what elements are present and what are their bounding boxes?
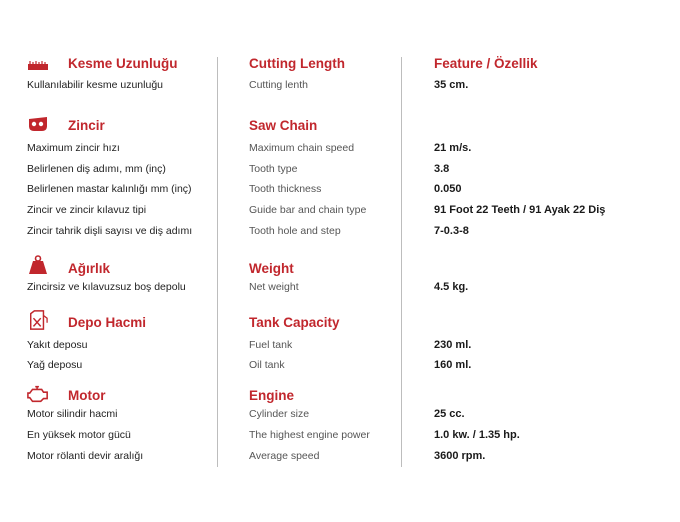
row-value: 230 ml. [434, 339, 472, 351]
row-value: 3600 rpm. [434, 450, 486, 462]
row-label-en: Oil tank [249, 359, 285, 371]
section-title-weight-en: Weight [249, 261, 294, 276]
row-label-tr: Kullanılabilir kesme uzunluğu [27, 79, 163, 91]
section-title-tank-capacity-tr: Depo Hacmi [68, 315, 147, 330]
row-label-en: Tooth type [249, 163, 298, 175]
row-value: 3.8 [434, 163, 450, 175]
row-label-tr: Yağ deposu [27, 359, 83, 371]
row-label-tr: Belirlenen diş adımı, mm (inç) [27, 163, 166, 175]
row-value: 25 cc. [434, 408, 465, 420]
row-label-tr: Zincirsiz ve kılavuzsuz boş depolu [27, 281, 186, 293]
row-label-en: Cylinder size [249, 408, 310, 420]
feature-header: Feature / Özellik [434, 56, 538, 71]
chain-icon [27, 114, 49, 134]
row-value: 1.0 kw. / 1.35 hp. [434, 429, 520, 441]
section-title-engine-tr: Motor [68, 388, 106, 403]
section-title-tank-capacity-en: Tank Capacity [249, 315, 340, 330]
engine-icon [27, 384, 49, 404]
row-value: 4.5 kg. [434, 281, 469, 293]
row-label-en: Fuel tank [249, 339, 293, 351]
section-title-weight-tr: Ağırlık [68, 261, 111, 276]
row-label-tr: Maximum zincir hızı [27, 142, 120, 154]
row-value: 35 cm. [434, 79, 469, 91]
ruler-icon [27, 56, 49, 76]
row-label-en: Maximum chain speed [249, 142, 355, 154]
row-label-tr: Yakıt deposu [27, 339, 88, 351]
row-value: 160 ml. [434, 359, 472, 371]
row-value: 7-0.3-8 [434, 225, 469, 237]
column-divider-left [217, 57, 218, 467]
row-label-tr: Motor rölanti devir aralığı [27, 450, 144, 462]
fuel-can-icon [27, 310, 49, 330]
section-title-saw-chain-tr: Zincir [68, 118, 105, 133]
row-label-tr: Zincir tahrik dişli sayısı ve diş adımı [27, 225, 193, 237]
row-label-tr: Belirlenen mastar kalınlığı mm (inç) [27, 183, 192, 195]
row-value: 21 m/s. [434, 142, 472, 154]
row-value: 0.050 [434, 183, 462, 195]
row-label-tr: Zincir ve zincir kılavuz tipi [27, 204, 147, 216]
section-title-cutting-length-tr: Kesme Uzunluğu [68, 56, 178, 71]
weight-icon [27, 255, 49, 275]
row-label-en: Cutting lenth [249, 79, 308, 91]
section-title-saw-chain-en: Saw Chain [249, 118, 318, 133]
column-divider-right [401, 57, 402, 467]
row-label-en: Guide bar and chain type [249, 204, 367, 216]
row-label-en: The highest engine power [249, 429, 370, 441]
section-title-engine-en: Engine [249, 388, 295, 403]
row-label-en: Tooth thickness [249, 183, 322, 195]
row-label-en: Tooth hole and step [249, 225, 341, 237]
row-label-tr: En yüksek motor gücü [27, 429, 131, 441]
row-value: 91 Foot 22 Teeth / 91 Ayak 22 Diş [434, 204, 606, 216]
row-label-tr: Motor silindir hacmi [27, 408, 118, 420]
row-label-en: Average speed [249, 450, 320, 462]
section-title-cutting-length-en: Cutting Length [249, 56, 345, 71]
row-label-en: Net weight [249, 281, 299, 293]
